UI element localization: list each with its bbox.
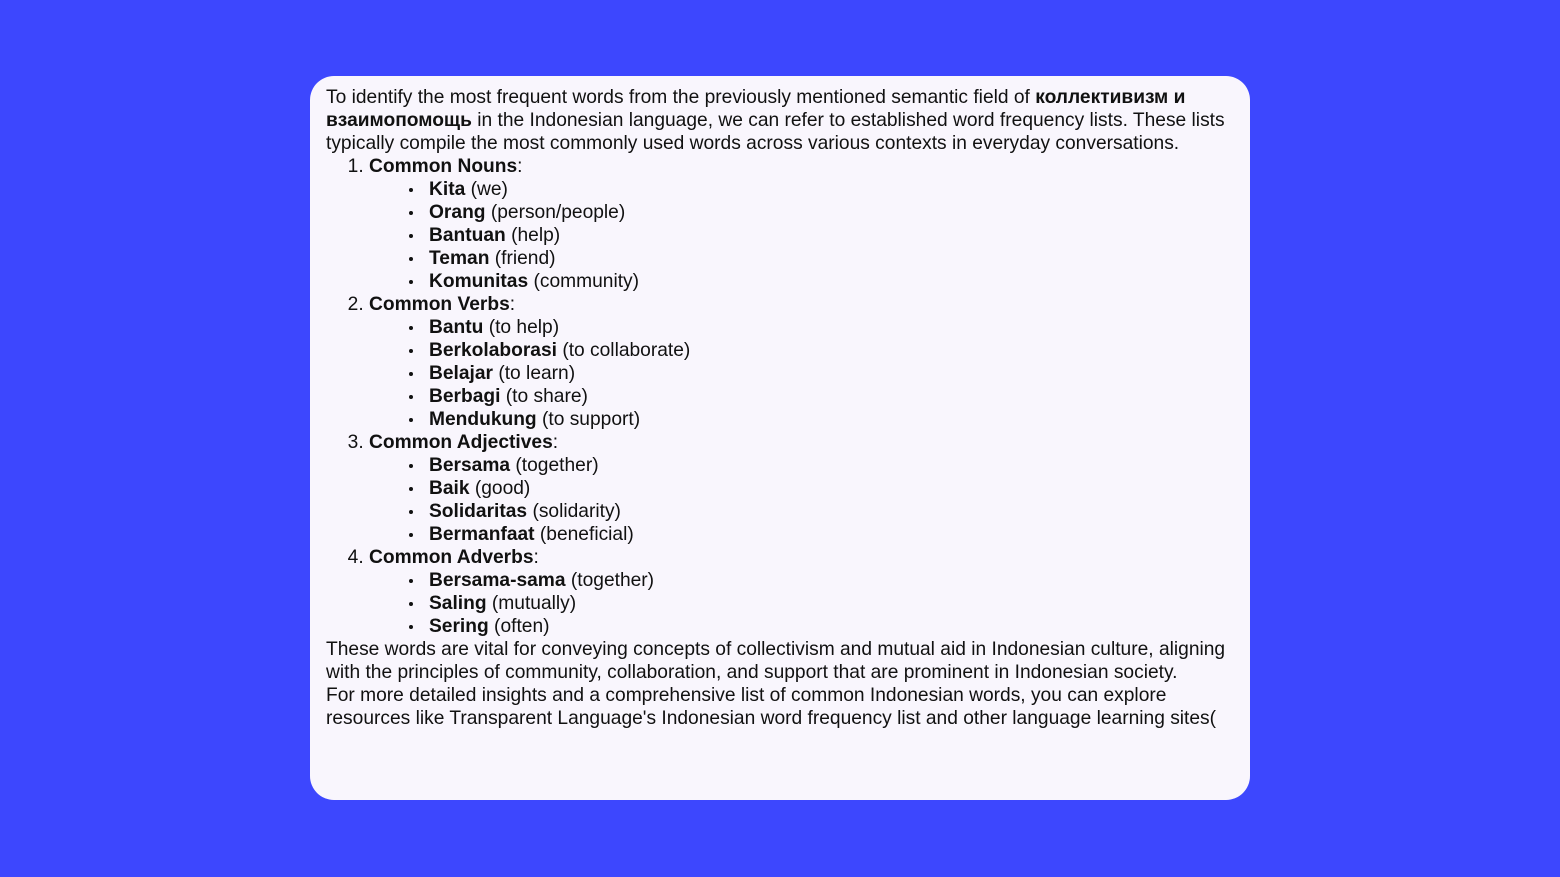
- word-list: [369, 569, 1234, 638]
- word: Saling: [429, 593, 487, 614]
- list-item: [429, 454, 1234, 477]
- list-item: [429, 615, 1234, 638]
- category-list: [326, 155, 1234, 638]
- word: Solidaritas: [429, 501, 528, 522]
- meaning: (often): [488, 616, 550, 637]
- meaning: (to share): [500, 386, 588, 407]
- word: Orang: [429, 202, 486, 223]
- word: Berbagi: [429, 386, 501, 407]
- word-list: [369, 316, 1234, 431]
- list-item: [429, 569, 1234, 592]
- category-adverbs: 4. Common Adverbs: Bersama-sama (together) Saling (mutually) Sering (often): [369, 546, 1234, 638]
- list-item: [429, 523, 1234, 546]
- word: Sering: [429, 616, 489, 637]
- list-item: [429, 500, 1234, 523]
- list-item: [429, 408, 1234, 431]
- category-title: Common Nouns: [369, 156, 518, 177]
- word: Bantuan: [429, 225, 506, 246]
- message-card: [310, 76, 1250, 800]
- word: Bersama: [429, 455, 511, 476]
- intro-bold-term: коллективизм и взаимопомощь: [326, 87, 1186, 131]
- list-item: [429, 247, 1234, 270]
- meaning: (beneficial): [534, 524, 634, 545]
- resources-paragraph: For more detailed insights and a comprehensive list of common Indonesian words, you can explore resources like Transparent Language's Indonesian word frequency list and other language learning sites(: [326, 685, 1217, 729]
- word-list: [369, 454, 1234, 546]
- meaning: (to help): [483, 317, 560, 338]
- word: Baik: [429, 478, 470, 499]
- word-list: [369, 178, 1234, 293]
- category-title: Common Verbs: [369, 294, 510, 315]
- list-item: [429, 362, 1234, 385]
- meaning: (mutually): [486, 593, 577, 614]
- meaning: (person/people): [485, 202, 626, 223]
- category-verbs: 2. Common Verbs: Bantu (to help) Berkolaborasi (to collaborate) Belajar (to learn) Berbagi (to share) Mendukung (to support): [369, 293, 1234, 431]
- list-item: [429, 178, 1234, 201]
- meaning: (together): [565, 570, 655, 591]
- meaning: (friend): [489, 248, 556, 269]
- list-item: [429, 224, 1234, 247]
- meaning: (solidarity): [527, 501, 621, 522]
- meaning: (together): [510, 455, 599, 476]
- category-title: Common Adjectives: [369, 432, 553, 453]
- list-item: [429, 385, 1234, 408]
- meaning: (to collaborate): [556, 340, 691, 361]
- list-item: [429, 316, 1234, 339]
- list-item: [429, 339, 1234, 362]
- word: Berkolaborasi: [429, 340, 557, 361]
- intro-text-after: in the Indonesian language, we can refer to established word frequency lists. These lists typically compile the most commonly used words across various contexts in everyday conversations.: [326, 110, 1225, 154]
- conclusion-paragraph: These words are vital for conveying concepts of collectivism and mutual aid in Indonesian culture, aligning with the principles of community, collaboration, and support that are prominent in Indonesian society.: [326, 639, 1226, 683]
- word: Bersama-sama: [429, 570, 566, 591]
- word: Kita: [429, 179, 466, 200]
- meaning: (to support): [536, 409, 641, 430]
- category-adjectives: 3. Common Adjectives: Bersama (together) Baik (good) Solidaritas (solidarity) Bermanfaat (beneficial): [369, 431, 1234, 546]
- word: Komunitas: [429, 271, 529, 292]
- list-item: [429, 592, 1234, 615]
- intro-text-before: To identify the most frequent words from the previously mentioned semantic field of: [326, 87, 1036, 108]
- word: Mendukung: [429, 409, 537, 430]
- meaning: (community): [528, 271, 640, 292]
- list-item: [429, 270, 1234, 293]
- intro-paragraph: [326, 86, 1234, 155]
- list-item: [429, 477, 1234, 500]
- meaning: (we): [465, 179, 508, 200]
- word: Teman: [429, 248, 490, 269]
- meaning: (help): [505, 225, 561, 246]
- word: Bantu: [429, 317, 484, 338]
- meaning: (good): [469, 478, 531, 499]
- meaning: (to learn): [493, 363, 576, 384]
- category-title: Common Adverbs: [369, 547, 534, 568]
- list-item: [429, 201, 1234, 224]
- category-nouns: 1. Common Nouns: Kita (we) Orang (person/people) Bantuan (help) Teman (friend) Komunitas (community): [369, 155, 1234, 293]
- word: Bermanfaat: [429, 524, 535, 545]
- word: Belajar: [429, 363, 493, 384]
